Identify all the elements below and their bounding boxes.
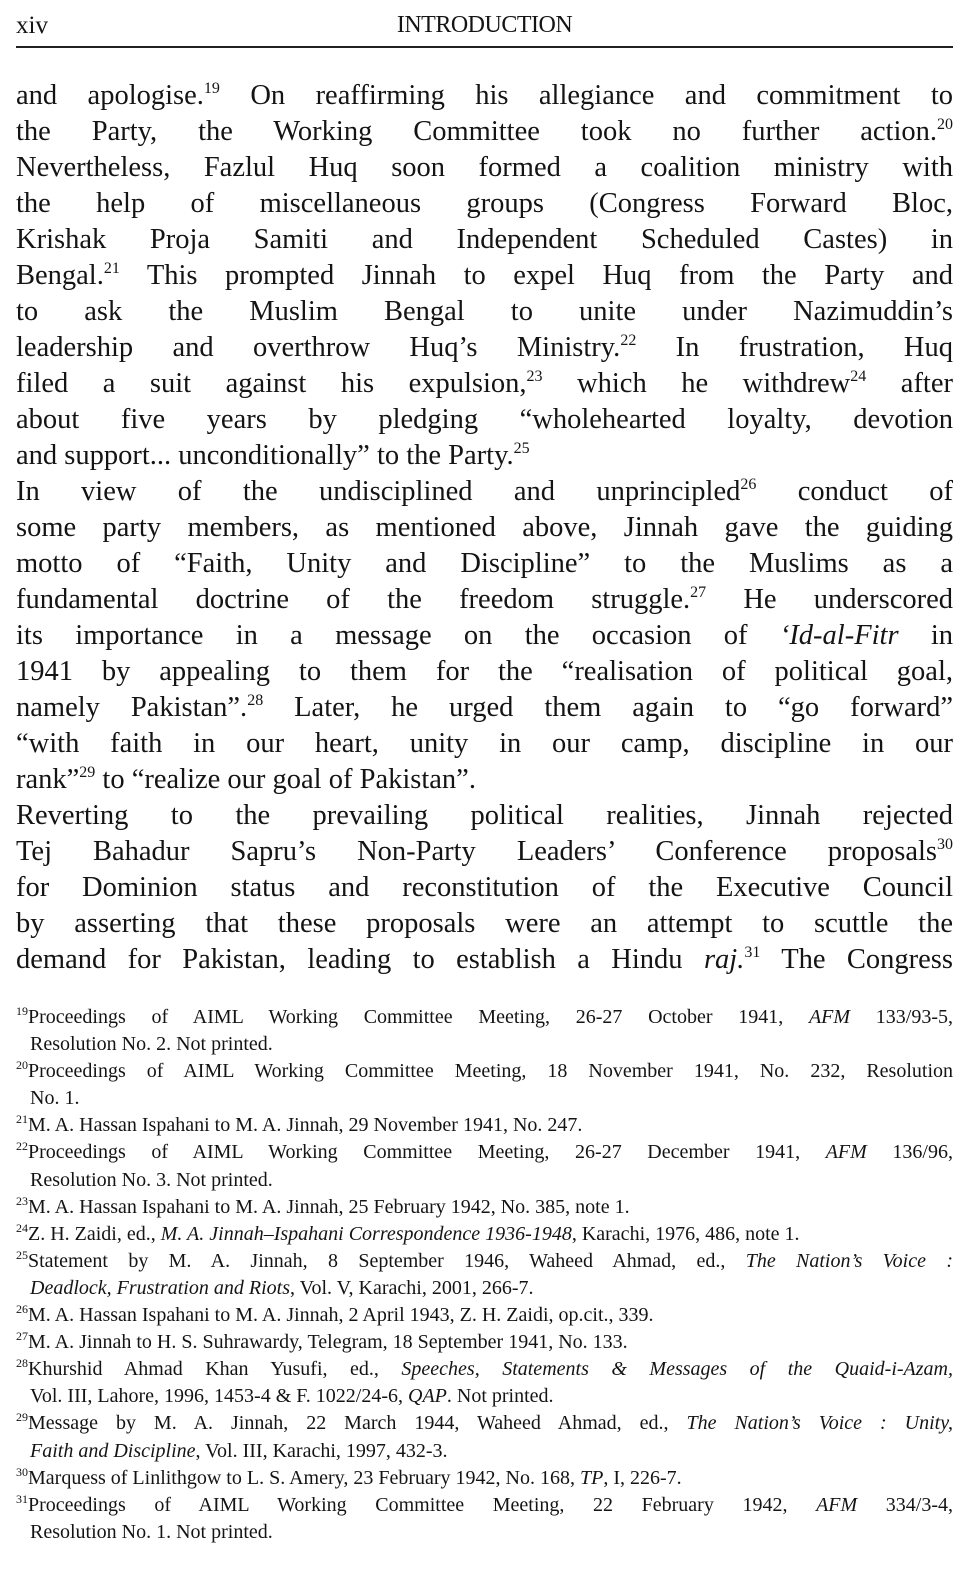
footnote-line	[16, 1329, 953, 1356]
text-run: In frustration, Huq	[636, 332, 953, 363]
footnotes	[16, 1004, 953, 1546]
footnote-ref: 31	[744, 944, 761, 961]
text-run: Vol. III, Lahore, 1996, 1453-4 & F. 1022/24-6,	[30, 1385, 408, 1408]
footnote-line	[16, 1356, 953, 1383]
text-run: This prompted Jinnah to expel Huq from the Party and	[119, 260, 953, 291]
footnote-line	[16, 1492, 953, 1519]
text-run: , Vol. III, Karachi, 1997, 432-3.	[195, 1439, 448, 1462]
text-run: Resolution No. 1. Not printed.	[30, 1520, 273, 1543]
footnote-line	[16, 1058, 953, 1085]
document-page	[16, 0, 953, 1570]
text-run: Resolution No. 2. Not printed.	[30, 1033, 273, 1056]
body-line	[16, 726, 953, 762]
body-line	[16, 330, 953, 366]
footnote-line	[16, 1139, 953, 1166]
text-run: demand for Pakistan, leading to establish a Hindu	[16, 944, 704, 975]
italic-text: M. A. Jinnah–Ispahani Correspondence 1936-1948	[160, 1222, 572, 1245]
italic-text: Speeches, Statements & Messages of the Quaid-i-Azam,	[401, 1358, 953, 1381]
body-line	[16, 546, 953, 582]
italic-text: Deadlock, Frustration and Riots	[30, 1276, 290, 1299]
text-run: Resolution No. 3. Not printed.	[30, 1168, 273, 1191]
text-run: namely Pakistan”.	[16, 692, 248, 723]
footnote-ref: 25	[513, 440, 530, 457]
text-run: 133/93-5,	[850, 1006, 954, 1028]
text-run: Proceedings of AIML Working Committee Meeting, 26-27 December 1941,	[28, 1141, 826, 1164]
text-run: the help of miscellaneous groups (Congress Forward Bloc,	[16, 188, 953, 219]
text-run: M. A. Jinnah to H. S. Suhrawardy, Telegram, 18 September 1941, No. 133.	[28, 1331, 628, 1354]
text-run: to ask the Muslim Bengal to unite under Nazimuddin’s	[16, 296, 953, 327]
text-run: to “realize our goal of Pakistan”.	[95, 764, 476, 795]
footnote-ref: 19	[16, 1004, 28, 1018]
text-run: 136/96,	[866, 1141, 953, 1164]
text-run: Later, he urged them again to “go forward”	[263, 692, 953, 723]
text-run: in	[898, 620, 953, 651]
body-text	[16, 78, 953, 978]
body-line	[16, 798, 953, 834]
footnote-ref: 20	[16, 1058, 28, 1073]
footnote-ref: 27	[16, 1329, 28, 1344]
text-run: filed a suit against his expulsion,	[16, 368, 527, 399]
body-line	[16, 150, 953, 186]
footnote-ref: 19	[203, 80, 220, 97]
page-header	[16, 8, 953, 42]
text-run: which he withdrew	[542, 368, 851, 399]
text-run: and apologise.	[16, 80, 204, 111]
text-run: “with faith in our heart, unity in our camp, discipline in our	[16, 728, 953, 759]
footnote-ref: 29	[79, 764, 96, 781]
body-line	[16, 906, 953, 942]
body-line	[16, 762, 953, 798]
footnote-ref: 25	[16, 1247, 28, 1262]
footnote-ref: 29	[16, 1410, 28, 1425]
footnote-ref: 21	[16, 1112, 28, 1127]
text-run: Bengal.	[16, 260, 104, 291]
footnote-ref: 23	[16, 1193, 28, 1208]
body-line	[16, 582, 953, 618]
footnote-line	[16, 1085, 953, 1112]
footnote-line	[16, 1221, 953, 1248]
footnote-line	[16, 1519, 953, 1546]
footnote-ref: 28	[16, 1356, 28, 1371]
text-run: rank”	[16, 764, 80, 795]
body-line	[16, 294, 953, 330]
italic-text: AFM	[808, 1006, 851, 1028]
text-run: for Dominion status and reconstitution of the Executive Council	[16, 872, 953, 903]
text-run: 1941 by appealing to them for the “realisation of political goal,	[16, 656, 953, 687]
body-line	[16, 222, 953, 258]
body-line	[16, 690, 953, 726]
text-run: M. A. Hassan Ispahani to M. A. Jinnah, 2 April 1943, Z. H. Zaidi, op.cit., 339.	[28, 1304, 654, 1327]
footnote-ref: 27	[690, 584, 707, 601]
footnote-ref: 30	[16, 1464, 28, 1479]
header-rule	[16, 46, 953, 48]
text-run: after	[866, 368, 953, 399]
footnote-ref: 31	[16, 1491, 28, 1506]
footnote-line	[16, 1248, 953, 1275]
text-run: and support... unconditionally” to the Party.	[16, 440, 514, 471]
body-line	[16, 186, 953, 222]
text-run: conduct of	[756, 476, 953, 507]
italic-text: AFM	[825, 1141, 867, 1164]
text-run: . Not printed.	[446, 1385, 554, 1408]
text-run: M. A. Hassan Ispahani to M. A. Jinnah, 29 November 1941, No. 247.	[28, 1114, 583, 1137]
body-line	[16, 402, 953, 438]
footnote-line	[16, 1410, 953, 1437]
italic-text: raj.	[703, 944, 745, 975]
text-run: by asserting that these proposals were an attempt to scuttle the	[16, 908, 953, 939]
text-run: Proceedings of AIML Working Committee Meeting, 18 November 1941, No. 232, Resolution	[28, 1060, 953, 1083]
italic-text: QAP	[408, 1385, 447, 1408]
text-run: Nevertheless, Fazlul Huq soon formed a coalition ministry with	[16, 152, 953, 183]
footnote-line	[16, 1383, 953, 1410]
body-line	[16, 834, 953, 870]
footnote-ref: 28	[247, 692, 264, 709]
footnote-line	[16, 1438, 953, 1465]
text-run: No. 1.	[30, 1087, 80, 1110]
footnote-ref: 23	[526, 368, 543, 385]
footnote-line	[16, 1465, 953, 1492]
text-run: He underscored	[706, 584, 953, 615]
body-line	[16, 114, 953, 150]
footnote-ref: 30	[937, 836, 953, 853]
text-run: The Congress	[760, 944, 953, 975]
text-run: some party members, as mentioned above, Jinnah gave the guiding	[16, 512, 953, 543]
footnote-ref: 21	[103, 260, 120, 277]
text-run: the Party, the Working Committee took no further action.	[16, 116, 937, 147]
page-number: xiv	[16, 12, 48, 39]
text-run: , Vol. V, Karachi, 2001, 266-7.	[289, 1276, 534, 1299]
footnote-line	[16, 1112, 953, 1139]
footnote-ref: 20	[937, 116, 953, 133]
text-run: M. A. Hassan Ispahani to M. A. Jinnah, 25 February 1942, No. 385, note 1.	[28, 1195, 630, 1218]
text-run: Proceedings of AIML Working Committee Meeting, 26-27 October 1941,	[28, 1006, 809, 1028]
body-line	[16, 78, 953, 114]
text-run: Tej Bahadur Sapru’s Non-Party Leaders’ Conference proposals	[16, 836, 937, 867]
italic-text: TP	[579, 1466, 604, 1489]
text-run: fundamental doctrine of the freedom struggle.	[16, 584, 691, 615]
text-run: In view of the undisciplined and unprincipled	[16, 476, 741, 507]
body-line	[16, 438, 953, 474]
text-run: about five years by pledging “wholehearted loyalty, devotion	[16, 404, 953, 435]
body-line	[16, 474, 953, 510]
body-line	[16, 618, 953, 654]
body-line	[16, 510, 953, 546]
text-run: On reaffirming his allegiance and commitment to	[219, 80, 953, 111]
footnote-line	[16, 1275, 953, 1302]
footnote-line	[16, 1167, 953, 1194]
text-run: , I, 226-7.	[603, 1466, 682, 1489]
body-line	[16, 870, 953, 906]
text-run: leadership and overthrow Huq’s Ministry.	[16, 332, 621, 363]
italic-text: The Nation’s Voice :	[745, 1249, 953, 1272]
text-run: Krishak Proja Samiti and Independent Scheduled Castes) in	[16, 224, 953, 255]
italic-text: Faith and Discipline	[30, 1439, 196, 1462]
body-line	[16, 942, 953, 978]
body-line	[16, 654, 953, 690]
footnote-ref: 24	[16, 1220, 28, 1235]
text-run: its importance in a message on the occasion of	[16, 620, 780, 651]
italic-text: ‘Id-al-Fitr	[779, 620, 899, 651]
text-run: 334/3-4,	[857, 1493, 954, 1516]
text-run: motto of “Faith, Unity and Discipline” to the Muslims as a	[16, 548, 953, 579]
italic-text: The Nation’s Voice : Unity,	[686, 1412, 953, 1435]
text-run: Reverting to the prevailing political realities, Jinnah rejected	[16, 800, 953, 831]
italic-text: AFM	[816, 1493, 858, 1516]
text-run: Statement by M. A. Jinnah, 8 September 1946, Waheed Ahmad, ed.,	[28, 1249, 746, 1272]
text-run: Z. H. Zaidi, ed.,	[28, 1222, 161, 1245]
text-run: Message by M. A. Jinnah, 22 March 1944, Waheed Ahmad, ed.,	[28, 1412, 687, 1435]
footnote-ref: 22	[620, 332, 637, 349]
footnote-ref: 22	[16, 1139, 28, 1154]
footnote-ref: 26	[16, 1302, 28, 1317]
text-run: Proceedings of AIML Working Committee Meeting, 22 February 1942,	[28, 1493, 817, 1516]
body-line	[16, 258, 953, 294]
footnote-line	[16, 1031, 953, 1058]
text-run: Khurshid Ahmad Khan Yusufi, ed.,	[28, 1358, 402, 1381]
footnote-ref: 24	[850, 368, 867, 385]
body-line	[16, 366, 953, 402]
running-head: INTRODUCTION	[396, 12, 573, 38]
text-run: Marquess of Linlithgow to L. S. Amery, 23 February 1942, No. 168,	[28, 1466, 580, 1489]
footnote-line	[16, 1194, 953, 1221]
footnote-line	[16, 1004, 953, 1031]
text-run: , Karachi, 1976, 486, note 1.	[571, 1222, 800, 1245]
footnote-ref: 26	[740, 476, 757, 493]
footnote-line	[16, 1302, 953, 1329]
